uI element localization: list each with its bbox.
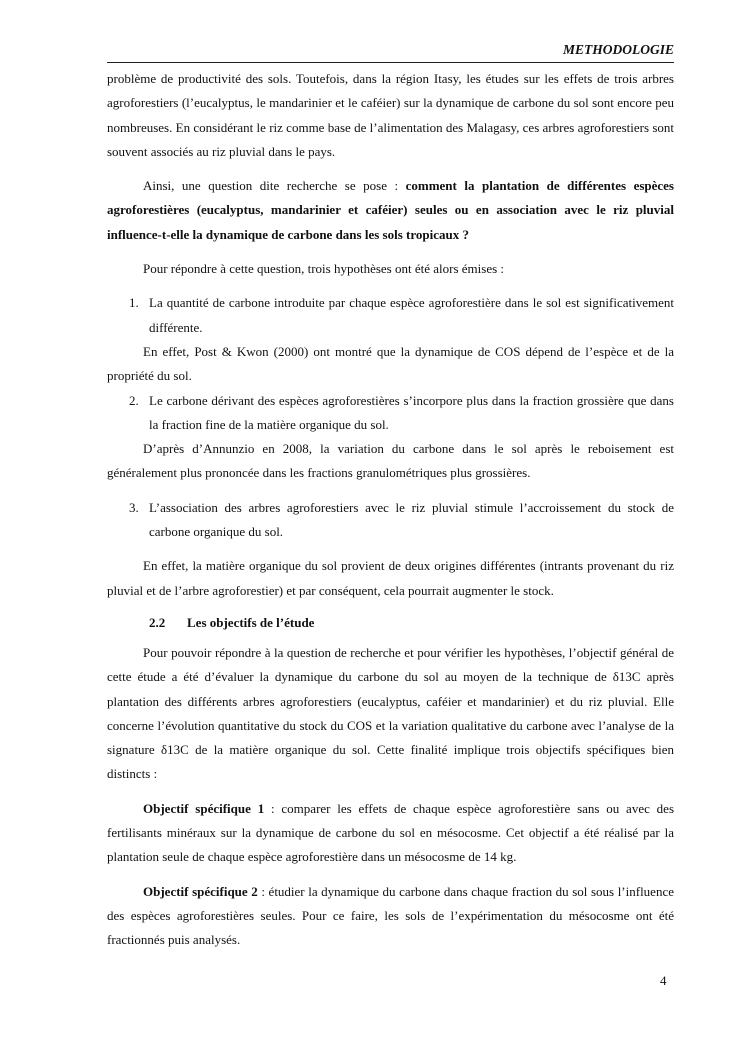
section-title: Les objectifs de l’étude <box>187 614 315 630</box>
header-title: METHODOLOGIE <box>562 42 674 57</box>
hypothesis-number: 2. <box>129 392 139 408</box>
hypothesis-text: Le carbone dérivant des espèces agroforestières s’incorpore plus dans la fraction grossière que dans la fraction fine de la matière organique du sol. <box>149 392 674 432</box>
objective-2 <box>107 880 674 953</box>
section-heading <box>107 611 674 635</box>
hypotheses-intro: Pour répondre à cette question, trois hypothèses ont été alors émises : <box>143 261 505 277</box>
hypothesis-1-explanation: En effet, Post & Kwon (2000) ont montré que la dynamique de COS dépend de l’espèce et de la propriété du sol. <box>107 343 674 384</box>
hypothesis-text: L’association des arbres agroforestiers avec le riz pluvial stimule l’accroissement du stock de carbone organique du sol. <box>149 499 674 540</box>
objective-2-text: : étudier la dynamique du carbone dans chaque fraction du sol sous l’influence des espèces agroforestières seules. Pour ce faire, les sols de l’expérimentation du mésocosme ont été fractionnés puis analysés. <box>107 883 674 948</box>
hypothesis-1 <box>107 291 674 340</box>
objective-2-label: Objectif spécifique 2 <box>143 883 258 899</box>
research-question-paragraph <box>107 174 674 247</box>
objective-1-text: : comparer les effets de chaque espèce agroforestière sans ou avec des fertilisants minéraux sur la dynamique de carbone du sol en mésocosme. Cet objectif a été réalisé par la plantation seule de chaque espèce agroforestière dans un mésocosme de 14 kg. <box>107 800 674 865</box>
hypothesis-number: 1. <box>129 295 139 311</box>
research-question-lead: Ainsi, une question dite recherche se pose : <box>143 178 406 194</box>
hypothesis-2-explanation: D’après d’Annunzio en 2008, la variation du carbone dans le sol après le reboisement est généralement plus prononcée dans les fractions granulométriques plus grossières. <box>107 441 674 481</box>
objective-1-label: Objectif spécifique 1 <box>143 800 265 816</box>
hypothesis-number: 3. <box>129 499 139 515</box>
document-page <box>107 40 674 953</box>
hypothesis-3-explanation: En effet, la matière organique du sol provient de deux origines différentes (intrants provenant du riz pluvial et de l’arbre agroforestier) et par conséquent, cela pourrait augmenter le stock. <box>107 558 674 598</box>
objectives-intro: Pour pouvoir répondre à la question de recherche et pour vérifier les hypothèses, l’objectif général de cette étude a été d’évaluer la dynamique du carbone du sol au moyen de la technique de δ13C après plantation des différents arbres agroforestiers (eucalyptus, caféier et mandarinier) et du riz pluvial. Elle concerne l’évolution quantitative du stock du COS et la variation qualitative du carbone avec l’analyse de la signature δ13C de la matière organique du sol. Cette finalité implique trois objectifs spécifiques bien distincts : <box>107 644 674 782</box>
objective-1 <box>107 797 674 870</box>
hypothesis-2 <box>107 389 674 438</box>
page-number: 4 <box>660 973 667 988</box>
research-question: comment la plantation de différentes espèces agroforestières (eucalyptus, mandarinier et caféier) seules ou en association avec le riz pluvial influence-t-elle la dynamique de carbone dans les sols tropicaux ? <box>107 178 674 242</box>
intro-paragraph: problème de productivité des sols. Toutefois, dans la région Itasy, les études sur les effets de trois arbres agroforestiers (l’eucalyptus, le mandarinier et le caféier) sur la dynamique de carbone du sol sont encore peu nombreuses. En considérant le riz comme base de l’alimentation des Malagasy, ces arbres agroforestiers sont souvent associés au riz pluvial dans le pays. <box>107 71 674 159</box>
hypothesis-text: La quantité de carbone introduite par chaque espèce agroforestière dans le sol est significativement différente. <box>149 295 674 335</box>
hypothesis-3 <box>107 496 674 545</box>
section-number: 2.2 <box>149 614 166 630</box>
page-header <box>107 40 674 63</box>
